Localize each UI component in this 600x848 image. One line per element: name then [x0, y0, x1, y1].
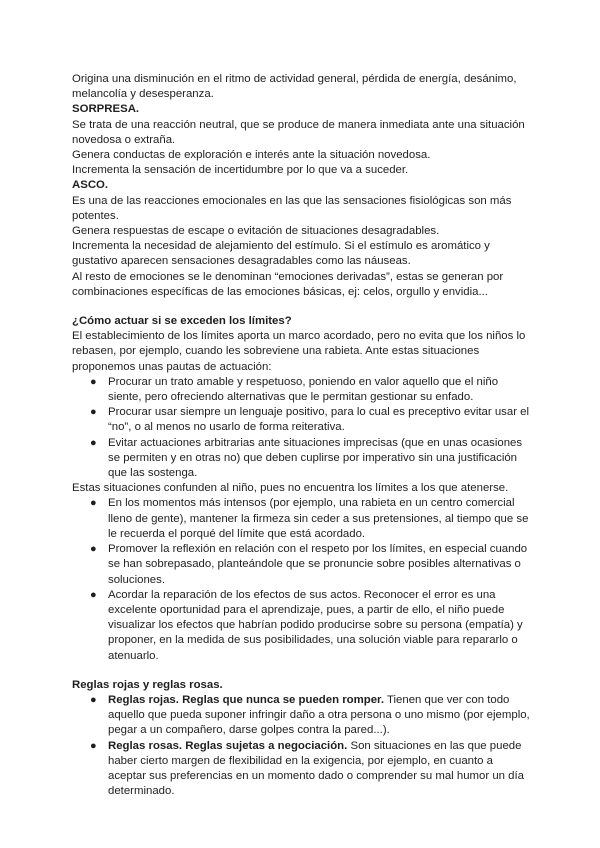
list-actuaciones [72, 496, 532, 663]
list-item: ● Procurar un trato amable y respetuoso, poniendo en valor aquello que el niño siente, pero ofreciendo alternativas que le permitan gestionar su enfado. [90, 375, 499, 404]
paragraph-asco-responses: Genera respuestas de escape o evitación de situaciones desagradables. [72, 225, 440, 238]
list-reglas [72, 693, 532, 799]
document-page [72, 72, 532, 799]
paragraph-asco-definition: Es una de las reacciones emocionales en las que las sensaciones fisiológicas son más potentes. [72, 194, 512, 222]
paragraph-tristeza-effects: Origina una disminución en el ritmo de actividad general, pérdida de energía, desánimo, melancolía y desesperanza. [72, 73, 517, 101]
heading-asco: ASCO. [72, 179, 109, 192]
paragraph-sorpresa-conducts: Genera conductas de exploración e interés ante la situación novedosa. [72, 149, 431, 162]
paragraph-sorpresa-definition: Se trata de una reacción neutral, que se produce de manera inmediata ante una situación novedosa o extraña. [72, 118, 525, 146]
paragraph-sorpresa-uncertainty: Incrementa la sensación de incertidumbre por lo que va a suceder. [72, 164, 409, 177]
heading-reglas: Reglas rojas y reglas rosas. [72, 678, 223, 691]
list-item: ● Reglas rosas. Reglas sujetas a negociación. Son situaciones en las que puede haber cierto margen de flexibilidad en la exigencia, por ejemplo, en cuanto a aceptar sus preferencias en un momento dado o comprender su mal humor un día determinado. [90, 739, 524, 798]
list-item: ● En los momentos más intensos (por ejemplo, una rabieta en un centro comercial lleno de gente), mantener la firmeza sin ceder a sus pretensiones, al tiempo que se le recuerda el porqué del límite que está acordado. [90, 497, 529, 540]
list-pautas [72, 375, 532, 481]
bullet-icon: ● [90, 436, 97, 449]
list-item: ● Evitar actuaciones arbitrarias ante situaciones imprecisas (que en unas ocasiones se permiten y en otras no) que deben cuplirse por imperativo sin una justificación que las sostenga. [90, 436, 523, 480]
spacer [72, 664, 532, 678]
list-item: ● Acordar la reparación de los efectos de sus actos. Reconocer el error es una excelente oportunidad para el aprendizaje, pues, a partir de ello, el niño puede visualizar los efectos que habrían podido producirse sobre su persona (empatía) y proponer, en la medida de sus posibilidades, una solución viable para repararlo o atenuarlo. [90, 588, 523, 662]
bullet-icon: ● [90, 543, 97, 556]
spacer [72, 300, 532, 314]
paragraph-confusion: Estas situaciones confunden al niño, pues no encuentra los límites a los que atenerse. [72, 482, 509, 495]
list-item: ● Promover la reflexión en relación con el respeto por los límites, en especial cuando se han sobrepasado, planteándole que se pronuncie sobre posibles alternativas o soluciones. [90, 543, 528, 586]
heading-limites: ¿Cómo actuar si se exceden los límites? [72, 315, 292, 328]
list-item: ● Reglas rojas. Reglas que nunca se pueden romper. Tienen que ver con todo aquello que pueda suponer infringir daño a otra persona o uno mismo (por ejemplo, pegar a un compañero, darse golpes contra la pared...). [90, 693, 530, 737]
list-item: ● Procurar usar siempre un lenguaje positivo, para lo cual es preceptivo evitar usar el “no”, o al menos no usarlo de forma reiterativa. [90, 406, 530, 434]
paragraph-derived-emotions: Al resto de emociones se le denominan “emociones derivadas”, estas se generan por combinaciones específicas de las emociones básicas, ej: celos, orgullo y envidia... [72, 270, 504, 298]
heading-sorpresa: SORPRESA. [72, 103, 140, 116]
bullet-icon: ● [90, 497, 97, 510]
bullet-icon: ● [90, 588, 97, 601]
bullet-icon: ● [90, 739, 97, 752]
paragraph-limites-intro: El establecimiento de los límites aporta un marco acordado, pero no evita que los niños lo rebasen, por ejemplo, cuando les sobreviene una rabieta. Ante estas situaciones proponemos unas pautas de actuación: [72, 330, 526, 373]
bullet-icon: ● [90, 693, 97, 706]
paragraph-asco-distance: Incrementa la necesidad de alejamiento del estímulo. Si el estímulo es aromático y gustativo aparecen sensaciones desagradables como las náuseas. [72, 240, 490, 268]
bullet-icon: ● [90, 375, 97, 388]
bullet-icon: ● [90, 406, 97, 419]
